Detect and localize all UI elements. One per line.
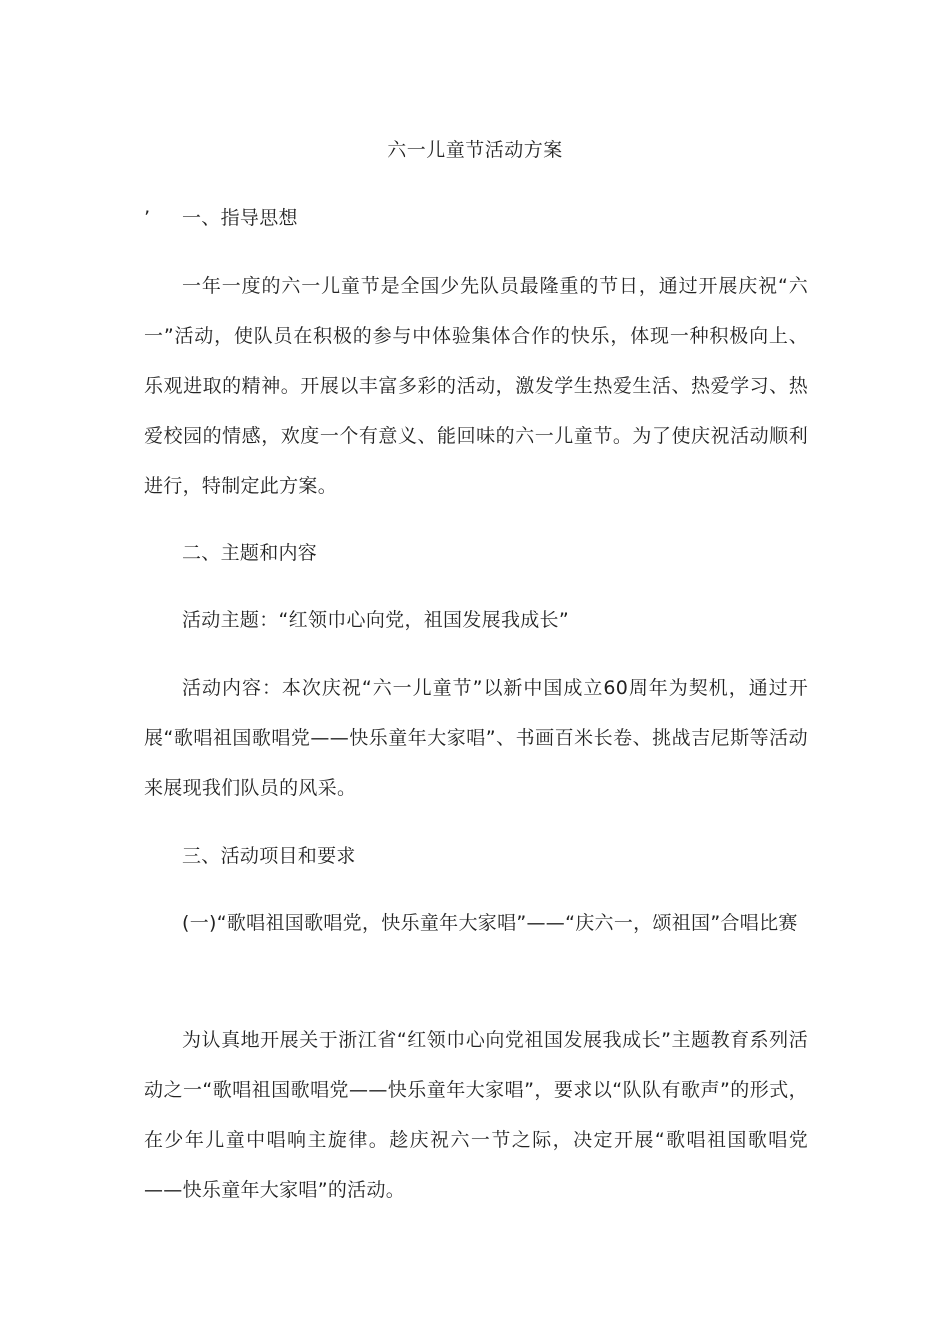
activity-theme-line: 活动主题：“红领巾心向党，祖国发展我成长” [182,609,569,631]
section-heading-projects-requirements: 三、活动项目和要求 [182,845,356,867]
item-heading-chorus-competition: (一)“歌唱祖国歌唱党，快乐童年大家唱”——“庆六一，颂祖国”合唱比赛 [182,912,798,934]
paragraph-activity-content: 活动内容：本次庆祝“六一儿童节”以新中国成立60周年为契机，通过开展“歌唱祖国歌唱党——快乐童年大家唱”、书画百米长卷、挑战吉尼斯等活动来展现我们队员的风采。 [144,677,808,799]
paragraph-guiding-ideology: 一年一度的六一儿童节是全国少先队员最隆重的节日，通过开展庆祝“六一”活动，使队员在积极的参与中体验集体合作的快乐，体现一种积极向上、乐观进取的精神。开展以丰富多彩的活动，激发学生热爱生活、热爱学习、热爱校园的情感，欢度一个有意义、能回味的六一儿童节。为了使庆祝活动顺利进行，特制定此方案。 [144,275,808,497]
section-heading-guiding-ideology [144,204,808,232]
stray-mark: ’ [144,207,151,229]
document-title: 六一儿童节活动方案 [387,139,563,161]
section-heading-theme-content: 二、主题和内容 [182,542,318,564]
paragraph-chorus-description: 为认真地开展关于浙江省“红领巾心向党祖国发展我成长”主题教育系列活动之一“歌唱祖国歌唱党——快乐童年大家唱”，要求以“队队有歌声”的形式，在少年儿童中唱响主旋律。趁庆祝六一节之际，决定开展“歌唱祖国歌唱党——快乐童年大家唱”的活动。 [144,1029,808,1201]
section-heading-text: 一、指导思想 [182,207,298,229]
